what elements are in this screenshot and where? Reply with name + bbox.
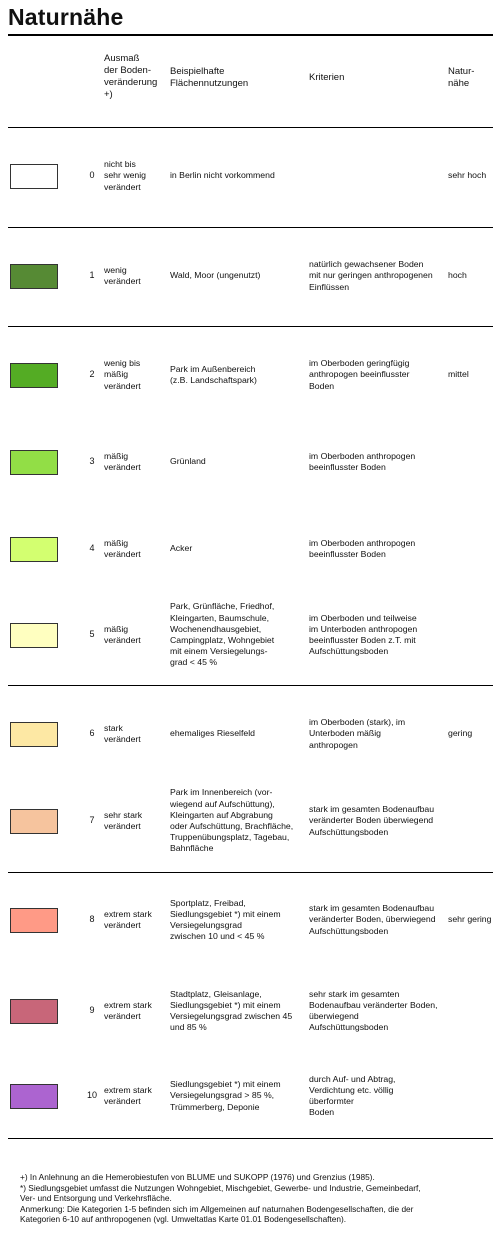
nutzungen-cell	[170, 898, 308, 943]
naturnaehe-cell-line: hoch	[448, 270, 467, 281]
kriterien-cell-line: stark im gesamten Bodenaufbau	[309, 903, 435, 914]
nutzungen-cell-line: in Berlin nicht vorkommend	[170, 170, 275, 181]
header-ausmass-line: Ausmaß	[104, 53, 140, 64]
ausmass-cell	[104, 1000, 168, 1022]
nutzungen-cell-line: Wochenendhausgebiet,	[170, 623, 262, 634]
footnote-line: Anmerkung: Die Kategorien 1-5 befinden sich im Allgemeinen auf naturnahen Bodengesellschaften, die der	[20, 1203, 414, 1214]
ausmass-cell-line: mäßig	[104, 623, 129, 634]
table-divider	[8, 685, 493, 686]
table-divider	[8, 127, 493, 128]
color-swatch	[10, 623, 58, 648]
color-swatch	[10, 908, 58, 933]
nutzungen-cell-line: wiegend auf Aufschüttung),	[170, 798, 275, 809]
kriterien-cell-line: im Oberboden (stark), im	[309, 717, 406, 728]
ausmass-cell-line: stark	[104, 722, 123, 733]
kriterien-cell	[309, 358, 449, 392]
kriterien-cell-line: Aufschüttungsboden	[309, 826, 389, 837]
nutzungen-cell-line: Wald, Moor (ungenutzt)	[170, 270, 261, 281]
category-number: 9	[89, 1005, 95, 1015]
naturnaehe-cell	[448, 170, 498, 181]
nutzungen-cell-line: Park, Grünfläche, Friedhof,	[170, 601, 275, 612]
header-kriterien: Kriterien	[309, 72, 345, 83]
ausmass-cell-line: sehr wenig	[104, 170, 147, 181]
naturnaehe-cell	[448, 270, 498, 281]
color-swatch	[10, 164, 58, 189]
table-divider	[8, 326, 493, 327]
nutzungen-cell	[170, 989, 308, 1034]
kriterien-cell-line: Bodenaufbau veränderter Boden,	[309, 999, 438, 1010]
kriterien-cell-line: Aufschüttungsboden	[309, 646, 389, 657]
nutzungen-cell	[170, 543, 308, 554]
kriterien-cell-line: natürlich gewachsener Boden	[309, 259, 424, 270]
category-number: 10	[86, 1090, 97, 1100]
footnote-line: *) Siedlungsgebiet umfasst die Nutzungen Wohngebiet, Mischgebiet, Gewerbe- und Industrie, Gemeinbedarf,	[20, 1182, 421, 1193]
kriterien-cell-line: Boden	[309, 1107, 335, 1118]
kriterien-cell-line: überformter	[309, 1096, 354, 1106]
color-swatch	[10, 999, 58, 1024]
kriterien-cell-line: Einflüssen	[309, 281, 350, 292]
category-number: 7	[89, 815, 95, 825]
kriterien-cell	[309, 989, 449, 1034]
kriterien-cell-line: sehr stark im gesamten	[309, 988, 400, 999]
category-number: 8	[89, 914, 95, 924]
kriterien-cell-line: im Unterboden anthropogen	[309, 623, 418, 634]
kriterien-cell-line: durch Auf- und Abtrag,	[309, 1073, 396, 1084]
kriterien-cell-line: stark im gesamten Bodenaufbau	[309, 804, 435, 815]
kriterien-cell	[309, 903, 449, 937]
category-number: 2	[89, 369, 95, 379]
color-swatch	[10, 264, 58, 289]
category-number: 3	[89, 456, 95, 466]
ausmass-cell	[104, 909, 168, 931]
ausmass-cell-line: extrem stark	[104, 1084, 152, 1095]
nutzungen-cell-line: zwischen 10 und < 45 %	[170, 931, 265, 942]
nutzungen-cell-line: oder Aufschüttung, Brachfläche,	[170, 821, 294, 831]
nutzungen-cell	[170, 1079, 308, 1113]
category-number: 6	[89, 728, 95, 738]
color-swatch	[10, 722, 58, 747]
ausmass-cell-line: verändert	[104, 380, 141, 391]
kriterien-cell-line: anthropogen beeinflusster	[309, 369, 410, 380]
nutzungen-cell	[170, 364, 308, 386]
ausmass-cell-line: verändert	[104, 821, 141, 831]
naturnaehe-cell	[448, 914, 498, 925]
table-divider	[8, 1138, 493, 1139]
color-swatch	[10, 537, 58, 562]
page-title: Naturnähe	[8, 4, 124, 30]
header-ausmass	[104, 53, 157, 101]
nutzungen-cell	[170, 456, 308, 467]
ausmass-cell-line: verändert	[104, 920, 141, 930]
nutzungen-cell-line: Siedlungsgebiet *) mit einem	[170, 908, 281, 919]
nutzungen-cell-line: Park im Innenbereich (vor-	[170, 787, 273, 798]
header-nutzungen-line: Flächennutzungen	[170, 78, 249, 89]
nutzungen-cell-line: Versiegelungsgrad	[170, 920, 242, 930]
category-number: 0	[89, 170, 95, 180]
nutzungen-cell-line: Park im Außenbereich	[170, 363, 256, 374]
naturnaehe-cell	[448, 369, 498, 380]
kriterien-cell	[309, 613, 449, 658]
kriterien-cell-line: beeinflusster Boden z.T. mit	[309, 635, 416, 645]
naturnaehe-cell	[448, 728, 498, 739]
ausmass-cell	[104, 810, 168, 832]
nutzungen-cell-line: und 85 %	[170, 1022, 207, 1033]
nutzungen-cell-line: (z.B. Landschaftspark)	[170, 375, 257, 385]
ausmass-cell-line: verändert	[104, 276, 141, 286]
ausmass-cell-line: mäßig	[104, 537, 129, 548]
kriterien-cell	[309, 538, 449, 560]
kriterien-cell-line: mit nur geringen anthropogenen	[309, 270, 433, 281]
nutzungen-cell	[170, 270, 308, 281]
table-divider	[8, 227, 493, 228]
kriterien-cell-line: Boden	[309, 380, 335, 391]
header-ausmass-line: der Boden-	[104, 65, 152, 76]
kriterien-cell-line: Verdichtung etc. völlig	[309, 1084, 394, 1095]
header-ausmass-line: +)	[104, 89, 113, 100]
ausmass-cell	[104, 265, 168, 287]
kriterien-cell	[309, 259, 449, 293]
color-swatch	[10, 809, 58, 834]
kriterien-cell-line: veränderter Boden, überwiegend	[309, 914, 436, 925]
nutzungen-cell-line: Versiegelungsgrad zwischen 45	[170, 1011, 293, 1021]
nutzungen-cell	[170, 787, 308, 854]
table-divider	[8, 872, 493, 873]
ausmass-cell-line: verändert	[104, 462, 141, 472]
nutzungen-cell-line: Stadtplatz, Gleisanlage,	[170, 988, 262, 999]
ausmass-cell	[104, 1085, 168, 1107]
ausmass-cell-line: mäßig	[104, 369, 129, 380]
naturnaehe-cell-line: gering	[448, 728, 473, 739]
category-number: 1	[89, 270, 95, 280]
footnote-line: +) In Anlehnung an die Hemerobiestufen von BLUME und SUKOPP (1976) und Grenzius (1985).	[20, 1172, 375, 1182]
kriterien-cell-line: veränderter Boden überwiegend	[309, 815, 434, 826]
title-divider	[8, 34, 493, 36]
nutzungen-cell	[170, 170, 308, 181]
footnote-line: Kategorien 6-10 auf anthropogenen (vgl. Umweltatlas Karte 01.01 Bodengesellschaften).	[20, 1214, 347, 1225]
nutzungen-cell-line: mit einem Versiegelungs-	[170, 646, 268, 657]
kriterien-cell-line: anthropogen	[309, 739, 358, 750]
nutzungen-cell-line: Kleingarten auf Abgrabung	[170, 809, 273, 820]
nutzungen-cell	[170, 728, 308, 739]
nutzungen-cell-line: Campingplatz, Wohngebiet	[170, 635, 275, 645]
header-nutzungen-line: Beispielhafte	[170, 66, 225, 77]
kriterien-cell	[309, 1074, 449, 1119]
footnote-block	[20, 1172, 480, 1225]
header-naturnaehe-line: Natur-	[448, 66, 475, 77]
nutzungen-cell-line: Versiegelungsgrad > 85 %,	[170, 1090, 275, 1101]
kriterien-cell-line: Unterboden mäßig	[309, 728, 381, 739]
nutzungen-cell-line: Truppenübungsplatz, Tagebau,	[170, 832, 290, 843]
nutzungen-cell-line: ehemaliges Rieselfeld	[170, 728, 255, 739]
nutzungen-cell-line: Siedlungsgebiet *) mit einem	[170, 999, 281, 1010]
kriterien-cell-line: im Oberboden anthropogen	[309, 450, 416, 461]
header-ausmass-line: veränderung	[104, 77, 158, 88]
ausmass-cell-line: wenig	[104, 264, 127, 275]
kriterien-cell-line: beeinflusster Boden	[309, 462, 386, 472]
ausmass-cell-line: verändert	[104, 1096, 141, 1106]
header-naturnaehe	[448, 66, 474, 90]
naturnaehe-cell-line: sehr hoch	[448, 170, 487, 181]
color-swatch	[10, 363, 58, 388]
nutzungen-cell-line: Acker	[170, 543, 193, 554]
kriterien-cell-line: Aufschüttungsboden	[309, 1022, 389, 1033]
ausmass-cell-line: verändert	[104, 1011, 141, 1021]
naturnaehe-cell-line: sehr gering	[448, 914, 492, 925]
ausmass-cell	[104, 723, 168, 745]
color-swatch	[10, 1084, 58, 1109]
ausmass-cell	[104, 538, 168, 560]
ausmass-cell-line: extrem stark	[104, 908, 152, 919]
kriterien-cell-line: beeinflusster Boden	[309, 549, 386, 559]
ausmass-cell-line: extrem stark	[104, 999, 152, 1010]
kriterien-cell-line: im Oberboden und teilweise	[309, 612, 417, 623]
ausmass-cell	[104, 358, 168, 392]
ausmass-cell-line: verändert	[104, 734, 141, 744]
nutzungen-cell-line: Grünland	[170, 456, 206, 467]
nutzungen-cell	[170, 601, 308, 668]
nutzungen-cell-line: Siedlungsgebiet *) mit einem	[170, 1079, 281, 1090]
ausmass-cell	[104, 624, 168, 646]
nutzungen-cell-line: Sportplatz, Freibad,	[170, 897, 246, 908]
ausmass-cell-line: mäßig	[104, 450, 129, 461]
ausmass-cell	[104, 451, 168, 473]
nutzungen-cell-line: Bahnfläche	[170, 843, 214, 854]
ausmass-cell-line: nicht bis	[104, 159, 136, 170]
kriterien-cell	[309, 717, 449, 751]
header-naturnaehe-line: nähe	[448, 78, 470, 89]
header-nutzungen	[170, 66, 248, 90]
naturnaehe-cell-line: mittel	[448, 369, 469, 380]
ausmass-cell-line: wenig bis	[104, 358, 141, 369]
kriterien-cell-line: überwiegend	[309, 1011, 359, 1021]
nutzungen-cell-line: Trümmerberg, Deponie	[170, 1101, 260, 1112]
ausmass-cell-line: verändert	[104, 635, 141, 645]
nutzungen-cell-line: Kleingarten, Baumschule,	[170, 612, 269, 623]
kriterien-cell-line: Aufschüttungsboden	[309, 925, 389, 936]
footnote-line: Ver- und Entsorgung und Verkehrsfläche.	[20, 1193, 172, 1204]
category-number: 5	[89, 629, 95, 639]
ausmass-cell-line: sehr stark	[104, 809, 143, 820]
kriterien-cell	[309, 451, 449, 473]
nutzungen-cell-line: grad < 45 %	[170, 657, 218, 668]
kriterien-cell	[309, 804, 449, 838]
ausmass-cell-line: verändert	[104, 549, 141, 559]
kriterien-cell-line: im Oberboden geringfügig	[309, 358, 410, 369]
color-swatch	[10, 450, 58, 475]
kriterien-cell-line: im Oberboden anthropogen	[309, 537, 416, 548]
ausmass-cell-line: verändert	[104, 181, 141, 192]
category-number: 4	[89, 543, 95, 553]
ausmass-cell	[104, 159, 168, 193]
